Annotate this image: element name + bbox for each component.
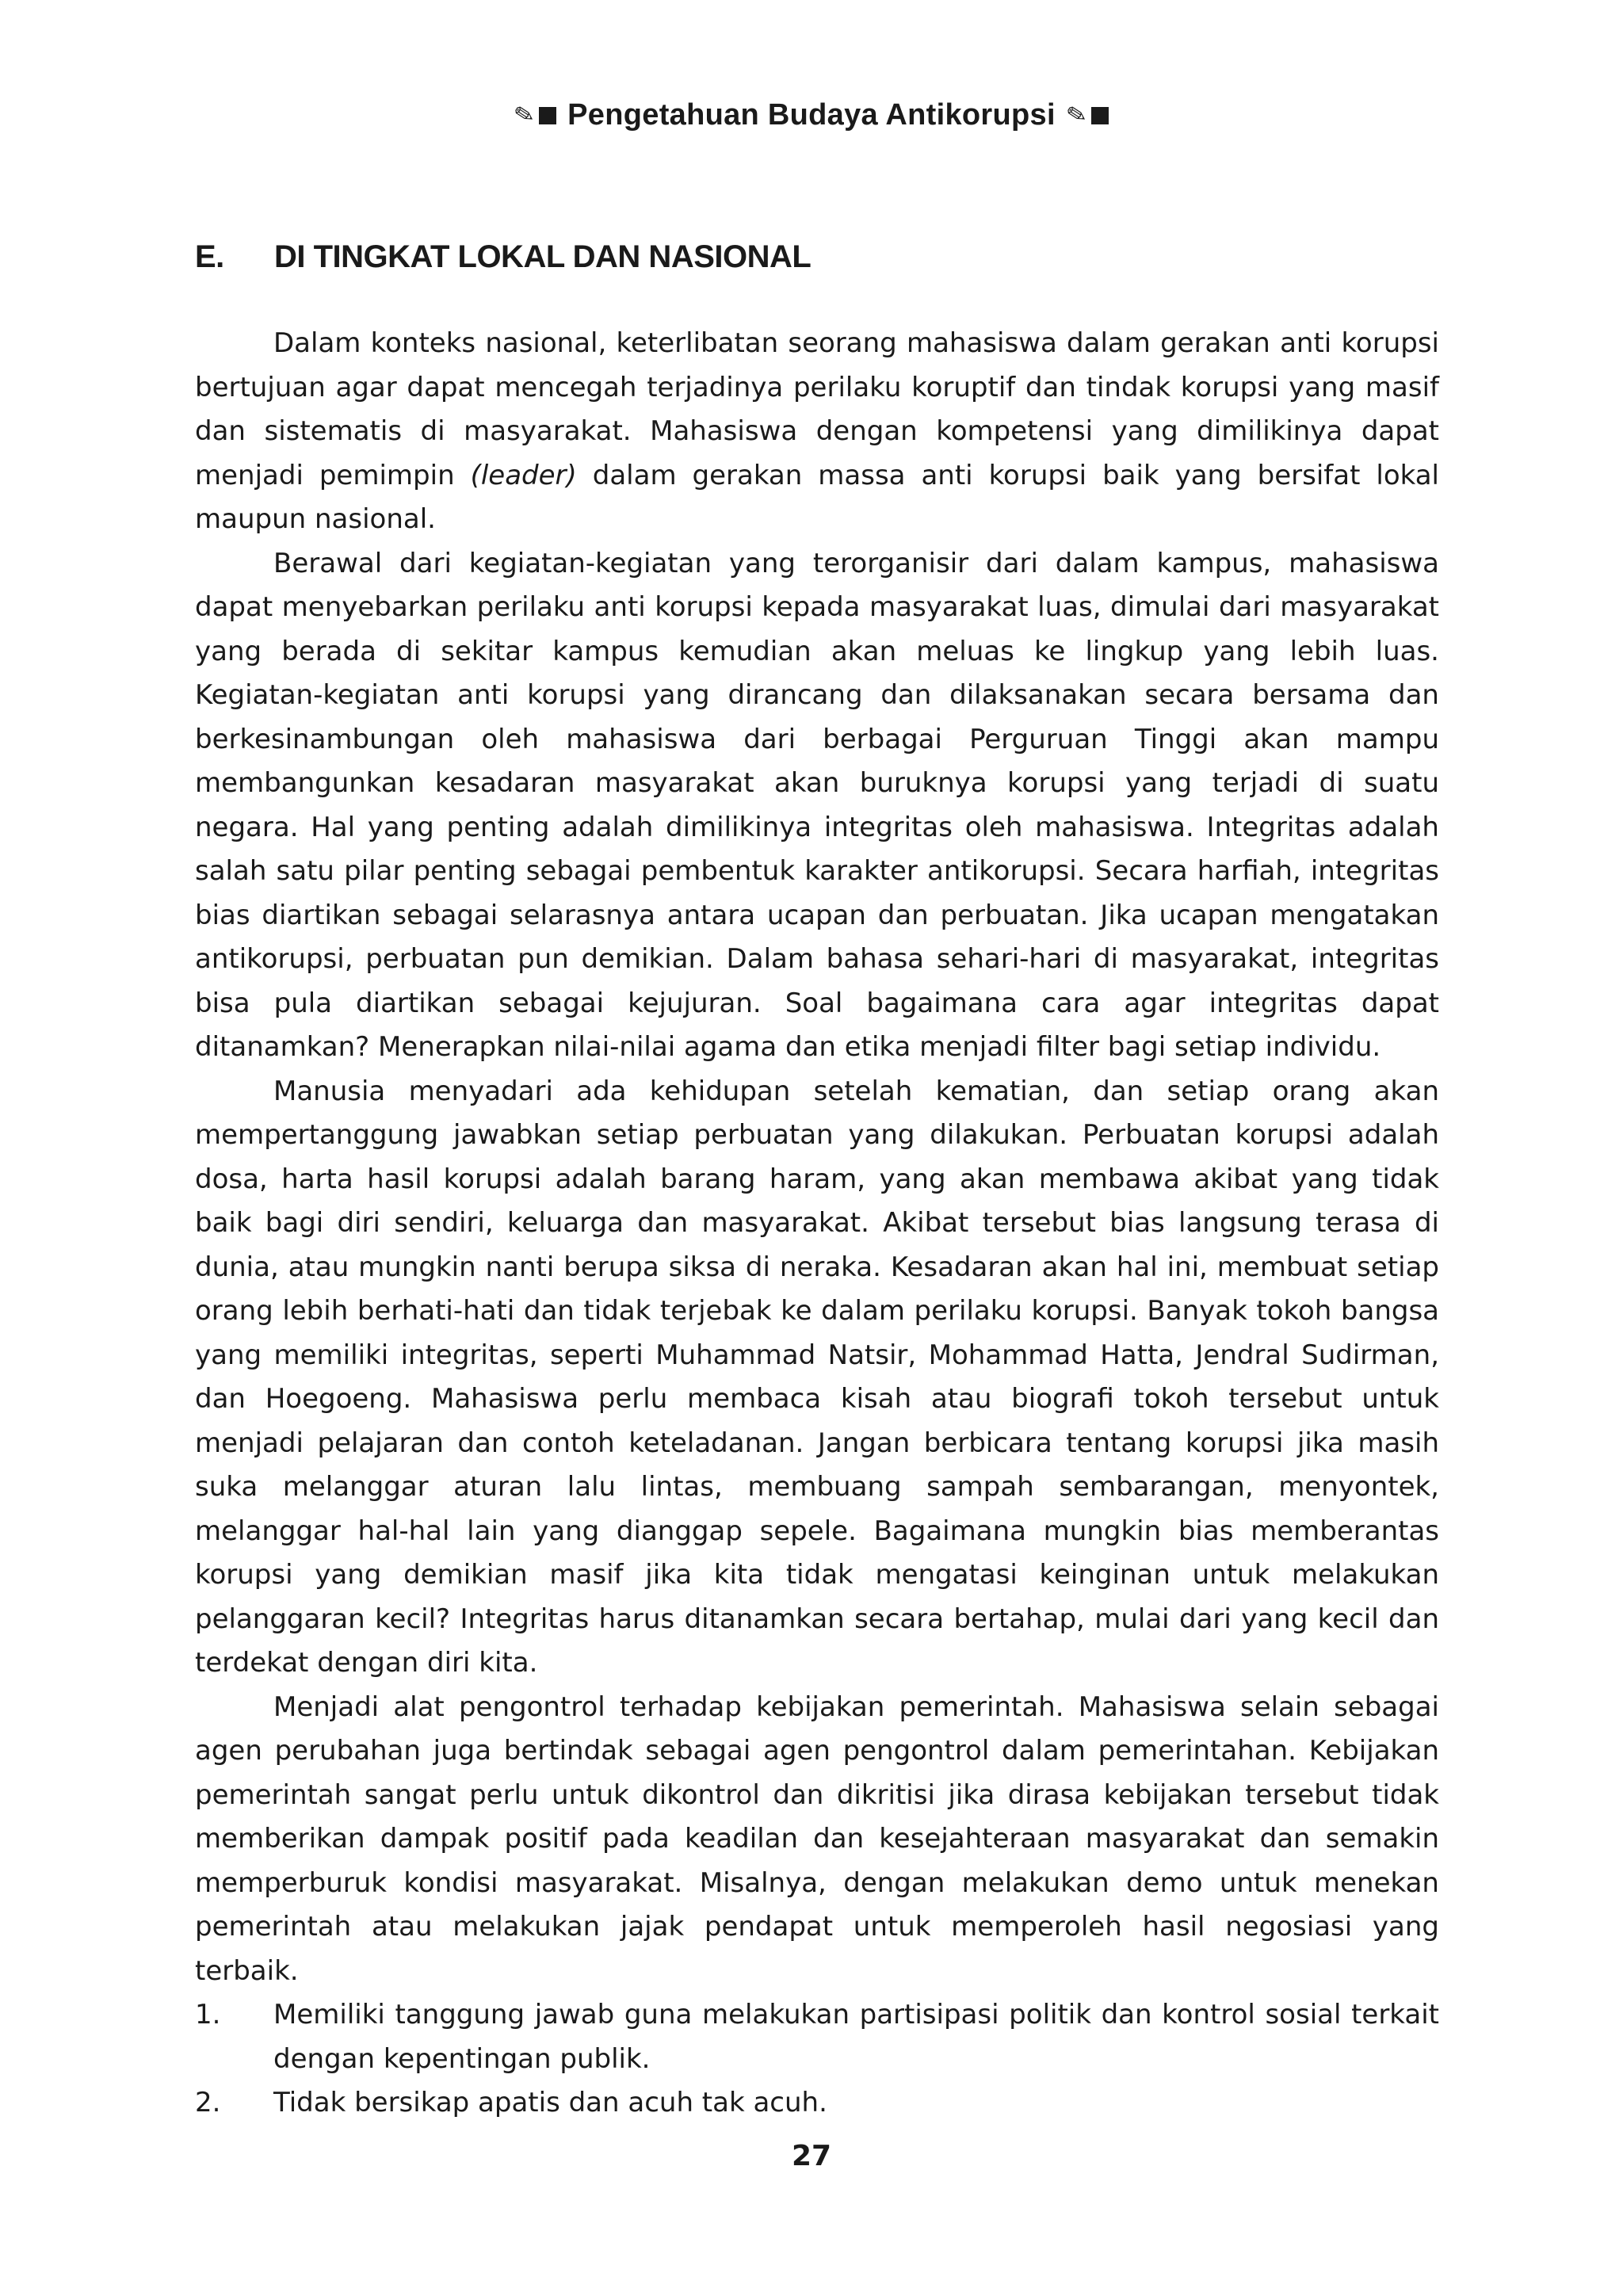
paragraph-text: dalam gerakan massa anti korupsi baik yang bersifat lokal maupun nasional.	[195, 459, 1439, 535]
paragraph: Menjadi alat pengontrol terhadap kebijakan pemerintah. Mahasiswa selain sebagai agen perubahan juga bertindak sebagai agen pengontrol dalam pemerintahan. Kebijakan pemerintah sangat perlu untuk dikontrol dan dikritisi jika dirasa kebijakan tersebut tidak memberikan dampak positif pada keadilan dan kesejahteraan masyarakat dan semakin memperburuk kondisi masyarakat. Misalnya, dengan melakukan demo untuk menekan pemerintah atau melakukan jajak pendapat untuk memperoleh hasil negosiasi yang terbaik.	[195, 1690, 1439, 1987]
paragraph-text: Dalam konteks nasional, keterlibatan seorang mahasiswa dalam gerakan anti korupsi bertujuan agar dapat mencegah terjadinya perilaku koruptif dan tindak korupsi yang masif dan sistematis di masyarakat. Mahasiswa dengan kompetensi yang dimilikinya dapat menjadi pemimpin	[195, 327, 1439, 491]
pencil-icon: ✎	[1064, 100, 1090, 131]
running-header	[0, 98, 1623, 132]
list-item-number: 1.	[195, 1999, 221, 2030]
square-bullet-icon	[1091, 107, 1109, 124]
list-item	[195, 1993, 1439, 2081]
section-letter: E.	[195, 239, 224, 274]
page-number: 27	[791, 2140, 832, 2172]
paragraph: Berawal dari kegiatan-kegiatan yang terorganisir dari dalam kampus, mahasiswa dapat menyebarkan perilaku anti korupsi kepada masyarakat luas, dimulai dari masyarakat yang berada di sekitar kampus kemudian akan meluas ke lingkup yang lebih luas. Kegiatan-kegiatan anti korupsi yang dirancang dan dilaksanakan secara bersama dan berkesinambungan oleh mahasiswa dari berbagai Perguruan Tinggi akan mampu membangunkan kesadaran masyarakat akan buruknya korupsi yang terjadi di suatu negara. Hal yang penting adalah dimilikinya integritas oleh mahasiswa. Integritas adalah salah satu pilar penting sebagai pembentuk karakter antikorupsi. Secara harfiah, integritas bias diartikan sebagai selarasnya antara ucapan dan perbuatan. Jika ucapan mengatakan antikorupsi, perbuatan pun demikian. Dalam bahasa sehari-hari di masyarakat, integritas bisa pula diartikan sebagai kejujuran. Soal bagaimana cara agar integritas dapat ditanamkan? Menerapkan nilai-nilai agama dan etika menjadi filter bagi setiap individu.	[195, 547, 1439, 1063]
list-item	[195, 2081, 1439, 2126]
body-text	[195, 322, 1439, 2126]
emphasis-text: (leader)	[470, 459, 577, 491]
list-item-text: Tidak bersikap apatis dan acuh tak acuh.	[273, 2087, 827, 2118]
header-right-ornament	[1064, 100, 1109, 131]
numbered-list	[195, 1993, 1439, 2126]
running-header-title: Pengetahuan Budaya Antikorupsi	[567, 98, 1056, 132]
list-item-number: 2.	[195, 2087, 221, 2118]
header-left-ornament	[511, 100, 556, 131]
square-bullet-icon	[539, 107, 556, 124]
pencil-icon: ✎	[511, 100, 537, 131]
paragraph: Manusia menyadari ada kehidupan setelah kematian, dan setiap orang akan mempertanggung jawabkan setiap perbuatan yang dilakukan. Perbuatan korupsi adalah dosa, harta hasil korupsi adalah barang haram, yang akan membawa akibat yang tidak baik bagi diri sendiri, keluarga dan masyarakat. Akibat tersebut bias langsung terasa di dunia, atau mungkin nanti berupa siksa di neraka. Kesadaran akan hal ini, membuat setiap orang lebih berhati-hati dan tidak terjebak ke dalam perilaku korupsi. Banyak tokoh bangsa yang memiliki integritas, seperti Muhammad Natsir, Mohammad Hatta, Jendral Sudirman, dan Hoegoeng. Mahasiswa perlu membaca kisah atau biografi tokoh tersebut untuk menjadi pelajaran dan contoh keteladanan. Jangan berbicara tentang korupsi jika masih suka melanggar aturan lalu lintas, membuang sampah sembarangan, menyontek, melanggar hal-hal lain yang dianggap sepele. Bagaimana mungkin bias memberantas korupsi yang demikian masif jika kita tidak mengatasi keinginan untuk melakukan pelanggaran kecil? Integritas harus ditanamkan secara bertahap, mulai dari yang kecil dan terdekat dengan diri kita.	[195, 1075, 1439, 1679]
paragraph	[195, 322, 1439, 542]
section-title: DI TINGKAT LOKAL DAN NASIONAL	[274, 239, 812, 274]
list-item-text: Memiliki tanggung jawab guna melakukan partisipasi politik dan kontrol sosial terkait dengan kepentingan publik.	[273, 1999, 1439, 2075]
section-heading	[195, 239, 811, 275]
